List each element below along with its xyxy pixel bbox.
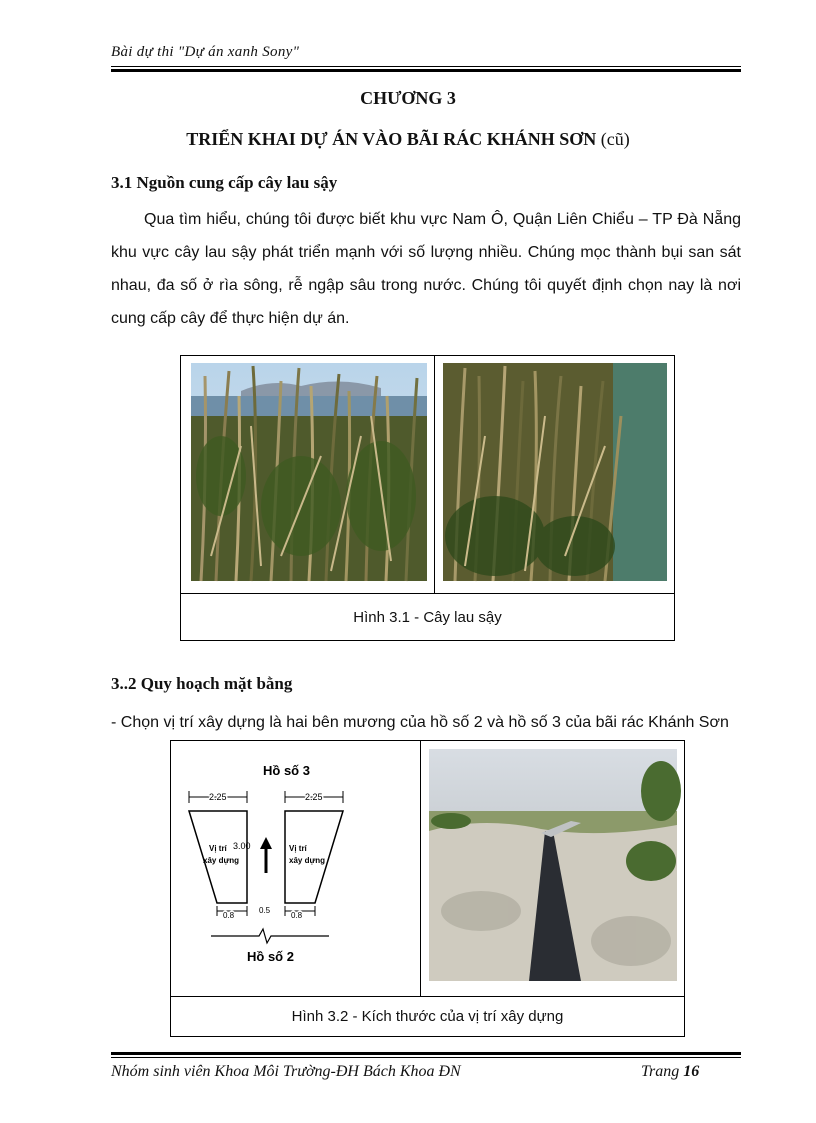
area-left-label-2: xây dựng — [203, 856, 240, 865]
reed-photo-left — [181, 356, 434, 588]
lake-3-label: Hồ số 3 — [263, 763, 310, 778]
header-rule-thin — [111, 66, 741, 67]
figure-3-1-caption: Hình 3.1 - Cây lau sậy — [181, 594, 675, 641]
figure-3-2-caption: Hình 3.2 - Kích thước của vị trí xây dựng — [171, 997, 685, 1037]
channel-photo — [421, 741, 684, 991]
reed-photo-right — [435, 356, 674, 588]
section-3-1-paragraph — [111, 203, 741, 335]
figure-3-2-photo-cell — [421, 741, 685, 997]
area-right-label-1: Vị trí — [289, 844, 307, 853]
figure-3-2-diagram-cell — [171, 741, 421, 997]
channel-break-line — [211, 929, 329, 943]
footer-page-number: 16 — [683, 1063, 700, 1080]
document-header: Bài dự thi "Dự án xanh Sony" — [111, 44, 300, 60]
dim-bottom-left-value: 0.8 — [223, 911, 235, 920]
figure-3-2 — [170, 740, 685, 1037]
header-rule-thick — [111, 69, 741, 72]
area-right-label-2: xây dựng — [289, 856, 326, 865]
paragraph-text: Qua tìm hiểu, chúng tôi được biết khu vực Nam Ô, Quận Liên Chiểu – TP Đà Nẵng khu vực cây lau sậy phát triển mạnh với số lượng nhiều. Chúng mọc thành bụi san sát nhau, đa số ở rìa sông, rễ ngập sâu trong nước. Chúng tôi quyết định chọn nay là nơi cung cấp cây để thực hiện dự án. — [111, 211, 741, 327]
chapter-number: CHƯƠNG 3 — [360, 88, 456, 108]
footer-rule-thin — [111, 1057, 741, 1058]
flow-arrow-icon — [260, 837, 272, 849]
dim-height-value: 3.00 — [233, 841, 251, 851]
chapter-title-main: TRIỂN KHAI DỰ ÁN VÀO BÃI RÁC KHÁNH SƠN — [186, 129, 597, 149]
figure-3-1-right-cell — [435, 356, 675, 594]
section-heading-3-2: 3..2 Quy hoạch mặt bằng — [111, 674, 293, 693]
figure-3-1-left-cell — [181, 356, 435, 594]
site-dimension-diagram — [171, 741, 420, 991]
chapter-title — [0, 129, 816, 150]
footer-page-label: Trang — [641, 1063, 680, 1080]
dim-gap-value: 0.5 — [259, 906, 271, 915]
chapter-title-suffix: (cũ) — [600, 129, 630, 149]
lake-2-label: Hồ số 2 — [247, 949, 294, 964]
dim-right-value: 2.25 — [305, 792, 323, 802]
footer-rule-thick — [111, 1052, 741, 1055]
section-heading-3-1: 3.1 Nguồn cung cấp cây lau sậy — [111, 173, 338, 192]
area-left-label-1: Vị trí — [209, 844, 227, 853]
footer-page — [641, 1063, 699, 1081]
dim-bottom-right-value: 0.8 — [291, 911, 303, 920]
figure-3-1 — [180, 355, 675, 641]
section-3-2-bullet: - Chọn vị trí xây dựng là hai bên mương của hồ số 2 và hồ số 3 của bãi rác Khánh Sơn — [111, 714, 729, 731]
footer-authors: Nhóm sinh viên Khoa Môi Trường-ĐH Bách Khoa ĐN — [111, 1063, 461, 1080]
dim-left-value: 2.25 — [209, 792, 227, 802]
